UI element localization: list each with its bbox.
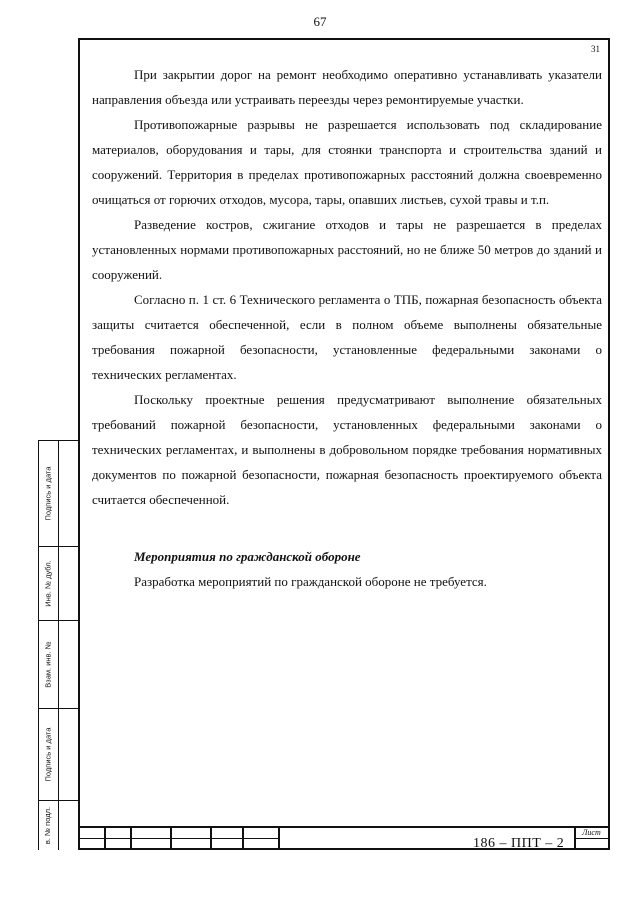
paragraph-conclusion: Поскольку проектные решения предусматривают выполнение обязательных требований пожарной безопасности, установленных федеральными законами о технических регламентах, и выполнены в добровольном порядке требования нормативных документов по пожарной безопасности, пожарная безопасность проектируемого объекта считается обеспеченной. [92, 392, 602, 507]
page-number: 67 [313, 14, 327, 29]
title-block-column-line [170, 826, 172, 850]
stamp-inv-podl: в. № подл. [43, 806, 53, 844]
title-block-column-line [104, 826, 106, 850]
title-block-column-line [130, 826, 132, 850]
sheet-label: Лист [582, 828, 601, 837]
paragraph-technical-regulation: Согласно п. 1 ст. 6 Технического регламента о ТПБ, пожарная безопасность объекта защиты считается обеспеченной, если в полном объеме выполнены обязательные требования пожарной безопасности, установленные федеральными законами о технических регламентах. [92, 292, 602, 382]
section-body-civil-defense: Разработка мероприятий по гражданской обороне не требуется. [134, 574, 487, 589]
title-block-row-line [78, 838, 278, 839]
title-block-top-line [78, 826, 610, 828]
title-block-column-line [210, 826, 212, 850]
document-code: 186 – ППТ – 2 [473, 836, 565, 851]
document-body [92, 62, 602, 594]
title-block [78, 826, 610, 850]
section-heading-civil-defense: Мероприятия по гражданской обороне [134, 549, 361, 564]
stamp-vzam-inv: Взам. инв. № [43, 640, 53, 688]
stamp-signature-date-1: Подпись и дата [43, 466, 53, 520]
title-block-column-line [242, 826, 244, 850]
title-block-column-line [278, 826, 280, 850]
sheet-number: 31 [591, 44, 600, 54]
stamp-inv-dubl: Инв. № дубл. [43, 559, 53, 607]
paragraph-open-fires: Разведение костров, сжигание отходов и тары не разрешается в пределах установленных нормами противопожарных расстояний, но не ближе 50 метров до зданий и сооружений. [92, 217, 602, 282]
paragraph-fire-breaks: Противопожарные разрывы не разрешается использовать под складирование материалов, оборудования и тары, для стоянки транспорта и строительства зданий и сооружений. Территория в пределах противопожарных расстояний должна своевременно очищаться от горючих отходов, мусора, тары, опавших листьев, сухой травы и т.п. [92, 117, 602, 207]
sheet-cell-line [576, 838, 610, 839]
paragraph-road-closure: При закрытии дорог на ремонт необходимо оперативно устанавливать указатели направления объезда или устраивать переезды через ремонтируемые участки. [92, 67, 602, 107]
side-stamp-divider [58, 440, 59, 850]
stamp-signature-date-2: Подпись и дата [43, 727, 53, 781]
